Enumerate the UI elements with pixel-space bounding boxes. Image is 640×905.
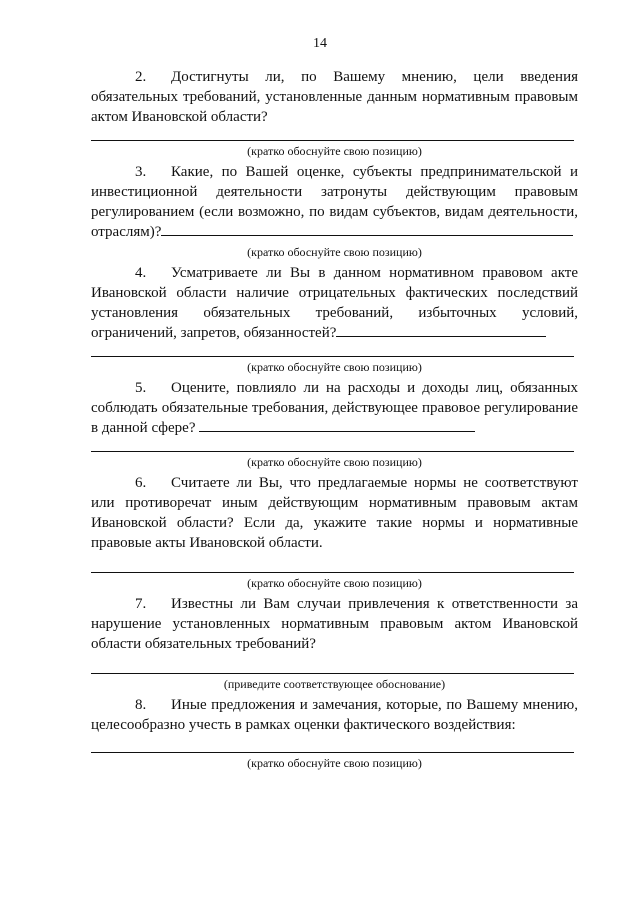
question-text xyxy=(91,378,578,438)
question-number: 6. xyxy=(135,475,147,491)
question-text xyxy=(91,473,578,553)
answer-line[interactable] xyxy=(91,127,574,141)
question-number: 3. xyxy=(135,164,147,180)
question-5 xyxy=(91,378,578,469)
answer-line[interactable] xyxy=(91,438,574,452)
question-body: Усматриваете ли Вы в данном нормативном правовом акте Ивановской области наличие отрицательных фактических последствий установления обязательных требований, избыточных условий, ограничений, запретов, обязанностей? xyxy=(91,265,578,341)
answer-hint: (кратко обоснуйте свою позицию) xyxy=(247,455,422,469)
question-2 xyxy=(91,67,578,158)
question-text xyxy=(91,695,578,735)
question-body: Достигнуты ли, по Вашему мнению, цели введения обязательных требований, установленные данным нормативным правовым актом Ивановской области? xyxy=(91,69,578,125)
answer-hint: (кратко обоснуйте свою позицию) xyxy=(247,360,422,374)
question-7 xyxy=(91,594,578,691)
question-8 xyxy=(91,695,578,770)
answer-line-inline[interactable] xyxy=(336,323,546,337)
answer-line-inline[interactable] xyxy=(161,222,573,236)
question-body: Иные предложения и замечания, которые, по Вашему мнению, целесообразно учесть в рамках оценки фактического воздействия: xyxy=(91,697,578,733)
answer-hint: (приведите соответствующее обоснование) xyxy=(223,677,446,691)
page-number: 14 xyxy=(313,36,327,51)
question-body: Считаете ли Вы, что предлагаемые нормы не соответствуют или противоречат иным действующим нормативным правовым актам Ивановской области? Если да, укажите такие нормы и нормативные правовые акты Ивановской области. xyxy=(91,475,578,551)
answer-line-inline[interactable] xyxy=(199,418,475,432)
question-text xyxy=(91,263,578,343)
answer-hint: (кратко обоснуйте свою позицию) xyxy=(247,144,422,158)
question-number: 8. xyxy=(135,697,147,713)
question-6 xyxy=(91,473,578,590)
answer-line[interactable] xyxy=(91,739,574,753)
question-4 xyxy=(91,263,578,374)
question-number: 5. xyxy=(135,380,147,396)
answer-line[interactable] xyxy=(91,343,574,357)
question-number: 4. xyxy=(135,265,147,281)
question-number: 2. xyxy=(135,69,147,85)
answer-hint: (кратко обоснуйте свою позицию) xyxy=(247,756,422,770)
answer-line[interactable] xyxy=(91,660,574,674)
question-text xyxy=(91,67,578,127)
questionnaire xyxy=(91,67,578,774)
question-body: Какие, по Вашей оценке, субъекты предпринимательской и инвестиционной деятельности затронуты действующим правовым регулированием (если возможно, по видам субъектов, видам деятельности, отраслям)? xyxy=(91,164,578,240)
question-body: Оцените, повлияло ли на расходы и доходы лиц, обязанных соблюдать обязательные требования, действующее правовое регулирование в данной сфере? xyxy=(91,380,578,436)
question-text xyxy=(91,162,578,242)
question-body: Известны ли Вам случаи привлечения к ответственности за нарушение установленных нормативным правовым актом Ивановской области обязательных требований? xyxy=(91,596,578,652)
answer-hint: (кратко обоснуйте свою позицию) xyxy=(247,576,422,590)
answer-hint: (кратко обоснуйте свою позицию) xyxy=(247,245,422,259)
question-3 xyxy=(91,162,578,259)
question-number: 7. xyxy=(135,596,147,612)
answer-line[interactable] xyxy=(91,559,574,573)
question-text xyxy=(91,594,578,654)
